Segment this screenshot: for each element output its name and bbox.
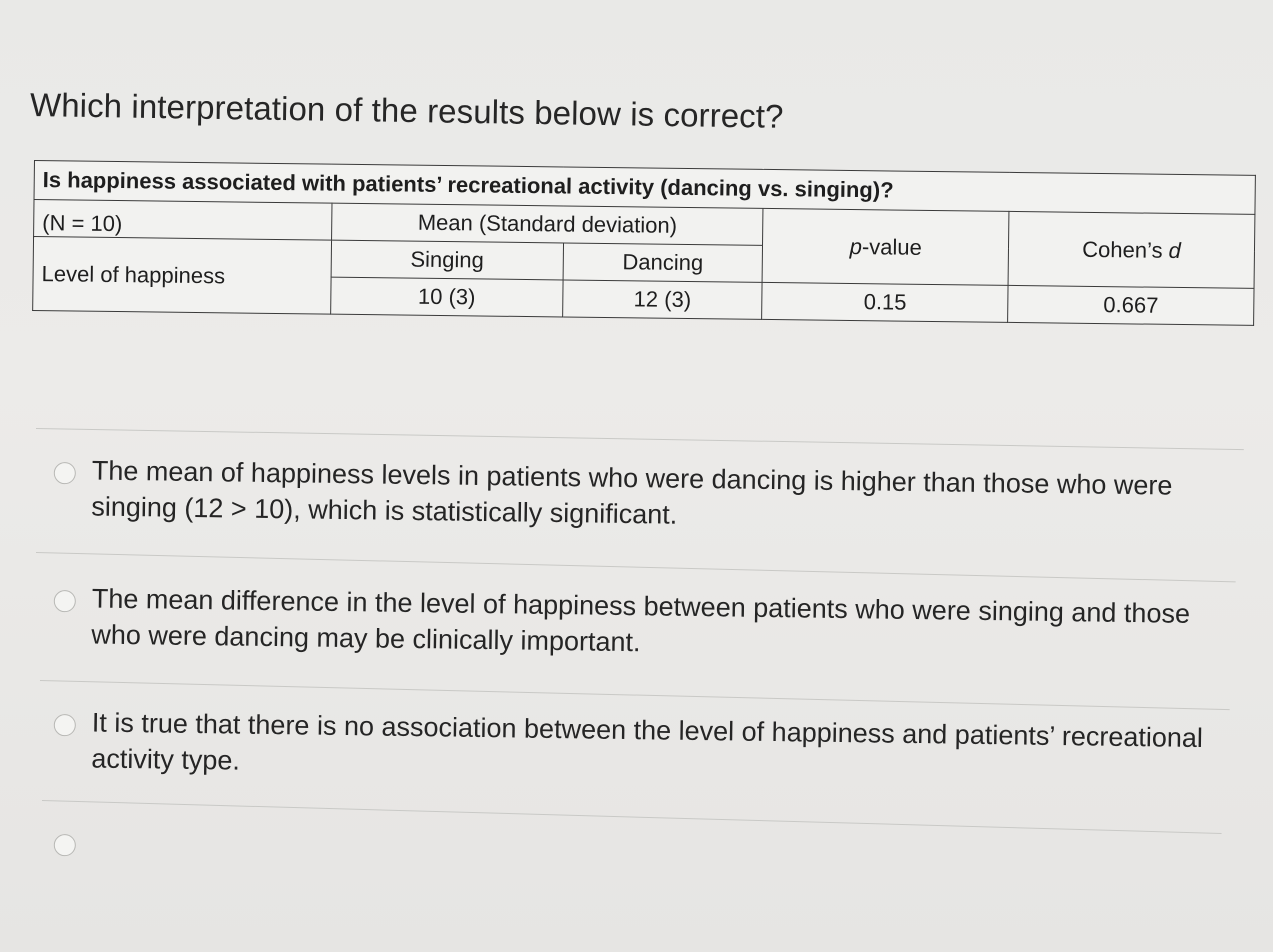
answer-option-2[interactable] (54, 583, 1234, 658)
results-table (32, 160, 1256, 326)
row-label-happiness: Level of happiness (33, 237, 332, 315)
mean-sd-header: Mean (Standard deviation) (332, 203, 764, 245)
answer-option-text[interactable]: The mean difference in the level of happiness between patients who were singing and those who were dancing may be clinically important. (91, 583, 1191, 658)
radio-button[interactable] (54, 462, 76, 484)
singing-value: 10 (3) (331, 277, 563, 317)
radio-button[interactable] (54, 590, 76, 612)
pvalue-header (762, 208, 1009, 285)
divider (36, 428, 1244, 450)
answer-option-text[interactable]: It is true that there is no association between the level of happiness and patients’ recreational activity type. (91, 707, 1204, 776)
answer-option-text[interactable]: The mean of happiness levels in patients who were dancing is higher than those who were singing (12 > 10), which is statistically significant. (91, 455, 1173, 530)
n-label: (N = 10) (34, 200, 332, 241)
singing-header: Singing (331, 240, 563, 280)
cohens-d-header (1008, 211, 1255, 288)
cohens-header-d: d (1168, 237, 1182, 263)
pvalue-value: 0.15 (762, 282, 1008, 322)
dancing-value: 12 (3) (562, 280, 762, 319)
pvalue-header-p: p (849, 233, 863, 259)
answer-option-4[interactable] (54, 832, 1234, 848)
pvalue-header-rest: -value (861, 233, 923, 260)
radio-button[interactable] (54, 834, 76, 856)
question-text: Which interpretation of the results below is correct? (29, 86, 784, 135)
divider (42, 800, 1222, 834)
radio-button[interactable] (54, 714, 76, 736)
cohens-header-text: Cohen’s (1082, 236, 1169, 263)
answer-option-3[interactable] (54, 707, 1234, 776)
cohens-d-value: 0.667 (1008, 285, 1254, 325)
divider (36, 552, 1236, 582)
table-caption: Is happiness associated with patients’ recreational activity (dancing vs. singing)? (34, 161, 1255, 215)
answer-option-text[interactable] (92, 825, 1232, 841)
answer-option-1[interactable] (54, 455, 1234, 530)
dancing-header: Dancing (563, 243, 763, 282)
